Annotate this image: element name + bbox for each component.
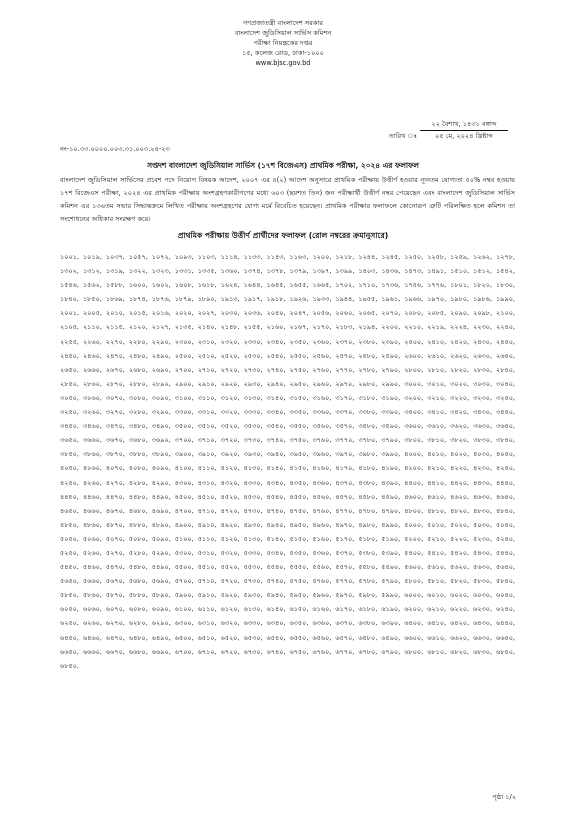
date-gregorian: ০৫ মে, ২০২৪ খ্রিষ্টাব্দ bbox=[435, 132, 493, 140]
govt-name: গণপ্রজাতন্ত্রী বাংলাদেশ সরকার bbox=[242, 19, 324, 27]
results-subtitle: প্রাথমিক পরীক্ষায় উত্তীর্ণ প্রার্থীদের ফলাফল (রোল নম্বরের ক্রমানুসারে) bbox=[177, 231, 389, 240]
page-number: পৃষ্ঠা ১/২ bbox=[492, 793, 516, 801]
letterhead bbox=[0, 18, 566, 68]
notice-title: সপ্তদশ বাংলাদেশ জুডিসিয়াল সার্ভিস (১৭শ বিজেএস) প্রাথমিক পরীক্ষা, ২০২৪ এর ফলাফল bbox=[147, 161, 419, 170]
office-name: পরীক্ষা নিয়ন্ত্রকের দপ্তর bbox=[253, 39, 313, 47]
intro-paragraph: বাংলাদেশ জুডিসিয়াল সার্ভিসের প্রবেশ পদে নিয়োগ বিষয়ক আদেশ, ২০০৭ এর ৪(২) আদেশ অনুসারে প্রাথমিক পরীক্ষায় উত্তীর্ণ হওয়ার ন্যূনতম যোগ্যতা ৫০% নম্বর হওয়ায় ১৭শ বিজেএস পরীক্ষা, ২০২৪ এর প্রাথমিক পরীক্ষায় অংশগ্রহণকারীগণের মধ্যে ৬০৩ (ছয়শত তিন) জন পরীক্ষার্থী উত্তীর্ণ নম্বর পেয়েছেন এবং বাংলাদেশ জুডিসিয়াল সার্ভিস কমিশন এর ১৩৬তম সভার সিদ্ধান্তক্রমে লিখিত পরীক্ষায় অংশগ্রহণের যোগ্য মর্মে বিবেচিত হয়েছেন। প্রাথমিক পরীক্ষার ফলাফলে কোনোরূপ ত্রুটি পরিলক্ষিত হলে কমিশন তা সংশোধনের অধিকার সংরক্ষণ করে। bbox=[60, 176, 515, 224]
roll-number-list: ১০০১, ১০১৯, ১০৩৭, ১০৫৭, ১০৭২, ১০৯৩, ১১০৩, ১১১৪, ১১৩৩, ১১৪৩, ১১৬৩, ১২০০, ১২১৮, ১২৪৪, ১২৪৫, ১২৫০, ১২৫৮, ১২৫৯, ১২৬২, ১২৭৮, ১৩০২, ১৩১২, ১৩১৯, ১৩২২, ১৩২৩, ১৩৩১, ১৩৩৫, ১৩৬০, ১৩৭৪, ১৩৭৮, ১৩৭৯, ১৩৯৭, ১৩৯৯, ১৪০৩, ১৪৩৬, ১৪৭৩, ১৪৯১, ১৫১০, ১৫১২, ১৫৪২, ১৫৪৬, ১৫৬২, ১৫৮৮, ১৬০০, ১৬০২, ১৬০৮, ১৬১৮, ১৬২৪, ১৬৪৪, ১৬৪৫, ১৬৫৫, ১৬৬৫, ১৭০২, ১৭১০, ১৭৩৬, ১৭৫৬, ১৭৭৬, ১৮০১, ১৮২০, ১৮৩০, ১৮৪০, ১৮৫০, ১৮৬৯, ১৮৭৪, ১৮৭৬, ১৮৭৯, ১৮৯০, ১৯১৩, ১৯১৭, ১৯১৮, ১৯২৬, ১৯৩৩, ১৯৪৪, ১৯৫৫, ১৯৬১, ১৯৬৬, ১৯৭০, ১৯৮০, ১৯৮৬, ১৯৯০, ২০০১, ২০০৫, ২০১০, ২০১৫, ২০১৬, ২০২০, ২০২৭, ২০৩০, ২০৩৬, ২০৪০, ২০৪৭, ২০৫৬, ২০৬০, ২০৬৫, ২০৭০, ২০৮০, ২০৮৫, ২০৯০, ২০৯৮, ২১০০, ২১০৫, ২১১০, ২১১৫, ২১২০, ২১২৭, ২১৩৫, ২১৪০, ২১৪৮, ২১৫৫, ২১৬০, ২১৬৭, ২১৭০, ২১৮৩, ২১৯৪, ২২০০, ২২১০, ২২১৯, ২২২৪, ২২৩০, ২২৪০, ২২৫৫, ২২৬০, ২২৭০, ২২৮০, ২২৯০, ২৩০০, ২৩১০, ২৩২০, ২৩৩০, ২৩৪০, ২৩৫০, ২৩৬০, ২৩৭০, ২৩৮০, ২৩৯০, ২৪০০, ২৪১০, ২৪২০, ২৪৩০, ২৪৪০, ২৪৫০, ২৪৬০, ২৪৭০, ২৪৮০, ২৪৯০, ২৫০০, ২৫১০, ২৫২০, ২৫৩০, ২৫৪০, ২৫৫০, ২৫৬০, ২৫৭০, ২৫৮০, ২৫৯০, ২৬০০, ২৬১০, ২৬২০, ২৬৩০, ২৬৪০, ২৬৫০, ২৬৬০, ২৬৭০, ২৬৮০, ২৬৯০, ২৭০০, ২৭১০, ২৭২০, ২৭৩০, ২৭৪০, ২৭৫০, ২৭৬০, ২৭৭০, ২৭৮০, ২৭৯০, ২৮০০, ২৮১০, ২৮২০, ২৮৩০, ২৮৪০, ২৮৫০, ২৮৬০, ২৮৭০, ২৮৮০, ২৮৯০, ২৯০০, ২৯১০, ২৯২০, ২৯৩০, ২৯৪০, ২৯৫০, ২৯৬০, ২৯৭০, ২৯৮০, ২৯৯০, ৩০০০, ৩০১০, ৩০২০, ৩০৩০, ৩০৪০, ৩০৫০, ৩০৬০, ৩০৭০, ৩০৮০, ৩০৯০, ৩১০০, ৩১১০, ৩১২০, ৩১৩০, ৩১৪০, ৩১৫০, ৩১৬০, ৩১৭০, ৩১৮০, ৩১৯০, ৩২০০, ৩২১০, ৩২২০, ৩২৩০, ৩২৪০, ৩২৫০, ৩২৬০, ৩২৭০, ৩২৮০, ৩২৯০, ৩৩০০, ৩৩১০, ৩৩২০, ৩৩৩০, ৩৩৪০, ৩৩৫০, ৩৩৬০, ৩৩৭০, ৩৩৮০, ৩৩৯০, ৩৪০০, ৩৪১০, ৩৪২০, ৩৪৩০, ৩৪৪০, ৩৪৫০, ৩৪৬০, ৩৪৭০, ৩৪৮০, ৩৪৯০, ৩৫০০, ৩৫১০, ৩৫২০, ৩৫৩০, ৩৫৪০, ৩৫৫০, ৩৫৬০, ৩৫৭০, ৩৫৮০, ৩৫৯০, ৩৬০০, ৩৬১০, ৩৬২০, ৩৬৩০, ৩৬৪০, ৩৬৫০, ৩৬৬০, ৩৬৭০, ৩৬৮০, ৩৬৯০, ৩৭০০, ৩৭১০, ৩৭২০, ৩৭৩০, ৩৭৪০, ৩৭৫০, ৩৭৬০, ৩৭৭০, ৩৭৮০, ৩৭৯০, ৩৮০০, ৩৮১০, ৩৮২০, ৩৮৩০, ৩৮৪০, ৩৮৫০, ৩৮৬০, ৩৮৭০, ৩৮৮০, ৩৮৯০, ৩৯০০, ৩৯১০, ৩৯২০, ৩৯৩০, ৩৯৪০, ৩৯৫০, ৩৯৬০, ৩৯৭০, ৩৯৮০, ৩৯৯০, ৪০০০, ৪০১০, ৪০২০, ৪০৩০, ৪০৪০, ৪০৫০, ৪০৬০, ৪০৭০, ৪০৮০, ৪০৯০, ৪১০০, ৪১১০, ৪১২০, ৪১৩০, ৪১৪০, ৪১৫০, ৪১৬০, ৪১৭০, ৪১৮০, ৪১৯০, ৪২০০, ৪২১০, ৪২২০, ৪২৩০, ৪২৪০, ৪২৫০, ৪২৬০, ৪২৭০, ৪২৮০, ৪২৯০, ৪৩০০, ৪৩১০, ৪৩২০, ৪৩৩০, ৪৩৪০, ৪৩৫০, ৪৩৬০, ৪৩৭০, ৪৩৮০, ৪৩৯০, ৪৪০০, ৪৪১০, ৪৪২০, ৪৪৩০, ৪৪৪০, ৪৪৫০, ৪৪৬০, ৪৪৭০, ৪৪৮০, ৪৪৯০, ৪৫০০, ৪৫১০, ৪৫২০, ৪৫৩০, ৪৫৪০, ৪৫৫০, ৪৫৬০, ৪৫৭০, ৪৫৮০, ৪৫৯০, ৪৬০০, ৪৬১০, ৪৬২০, ৪৬৩০, ৪৬৪০, ৪৬৫০, ৪৬৬০, ৪৬৭০, ৪৬৮০, ৪৬৯০, ৪৭০০, ৪৭১০, ৪৭২০, ৪৭৩০, ৪৭৪০, ৪৭৫০, ৪৭৬০, ৪৭৭০, ৪৭৮০, ৪৭৯০, ৪৮০০, ৪৮১০, ৪৮২০, ৪৮৩০, ৪৮৪০, ৪৮৫০, ৪৮৬০, ৪৮৭০, ৪৮৮০, ৪৮৯০, ৪৯০০, ৪৯১০, ৪৯২০, ৪৯৩০, ৪৯৪০, ৪৯৫০, ৪৯৬০, ৪৯৭০, ৪৯৮০, ৪৯৯০, ৫০০০, ৫০১০, ৫০২০, ৫০৩০, ৫০৪০, ৫০৫০, ৫০৬০, ৫০৭০, ৫০৮০, ৫০৯০, ৫১০০, ৫১১০, ৫১২০, ৫১৩০, ৫১৪০, ৫১৫০, ৫১৬০, ৫১৭০, ৫১৮০, ৫১৯০, ৫২০০, ৫২১০, ৫২২০, ৫২৩০, ৫২৪০, ৫২৫০, ৫২৬০, ৫২৭০, ৫২৮০, ৫২৯০, ৫৩০০, ৫৩১০, ৫৩২০, ৫৩৩০, ৫৩৪০, ৫৩৫০, ৫৩৬০, ৫৩৭০, ৫৩৮০, ৫৩৯০, ৫৪০০, ৫৪১০, ৫৪২০, ৫৪৩০, ৫৪৪০, ৫৪৫০, ৫৪৬০, ৫৪৭০, ৫৪৮০, ৫৪৯০, ৫৫০০, ৫৫১০, ৫৫২০, ৫৫৩০, ৫৫৪০, ৫৫৫০, ৫৫৬০, ৫৫৭০, ৫৫৮০, ৫৫৯০, ৫৬০০, ৫৬১০, ৫৬২০, ৫৬৩০, ৫৬৪০, ৫৬৫০, ৫৬৬০, ৫৬৭০, ৫৬৮০, ৫৬৯০, ৫৭০০, ৫৭১০, ৫৭২০, ৫৭৩০, ৫৭৪০, ৫৭৫০, ৫৭৬০, ৫৭৭০, ৫৭৮০, ৫৭৯০, ৫৮০০, ৫৮১০, ৫৮২০, ৫৮৩০, ৫৮৪০, ৫৮৫০, ৫৮৬০, ৫৮৭০, ৫৮৮০, ৫৮৯০, ৫৯০০, ৫৯১০, ৫৯২০, ৫৯৩০, ৫৯৪০, ৫৯৫০, ৫৯৬০, ৫৯৭০, ৫৯৮০, ৫৯৯০, ৬০০০, ৬০১০, ৬০২০, ৬০৩০, ৬০৪০, ৬০৫০, ৬০৬০, ৬০৭০, ৬০৮০, ৬০৯০, ৬১০০, ৬১১০, ৬১২০, ৬১৩০, ৬১৪০, ৬১৫০, ৬১৬০, ৬১৭০, ৬১৮০, ৬১৯০, ৬২০০, ৬২১০, ৬২২০, ৬২৩০, ৬২৪০, ৬২৫০, ৬২৬০, ৬২৭০, ৬২৮০, ৬২৯০, ৬৩০০, ৬৩১০, ৬৩২০, ৬৩৩০, ৬৩৪০, ৬৩৫০, ৬৩৬০, ৬৩৭০, ৬৩৮০, ৬৩৯০, ৬৪০০, ৬৪১০, ৬৪২০, ৬৪৩০, ৬৪৪০, ৬৪৫০, ৬৪৬০, ৬৪৭০, ৬৪৮০, ৬৪৯০, ৬৫০০, ৬৫১০, ৬৫২০, ৬৫৩০, ৬৫৪০, ৬৫৫০, ৬৫৬০, ৬৫৭০, ৬৫৮০, ৬৫৯০, ৬৬০০, ৬৬১০, ৬৬২০, ৬৬৩০, ৬৬৪০, ৬৬৫০, ৬৬৬০, ৬৬৭০, ৬৬৮০, ৬৬৯০, ৬৭০০, ৬৭১০, ৬৭২০, ৬৭৩০, ৬৭৪০, ৬৭৫০, ৬৭৬০, ৬৭৭০, ৬৭৮০, ৬৭৯০, ৬৮০০, ৬৮১০, ৬৮২০, ৬৮৩০, ৬৮৪০, ৬৮৫০, bbox=[60, 253, 515, 670]
memo-number: নং-১০.৩৩.০০০০.০০৩.৩১.০০৩.২৪-২৩ bbox=[60, 145, 170, 153]
website-link[interactable]: www.bjsc.gov.bd bbox=[255, 59, 311, 67]
office-address: ১৫, কলেজ রোড, ঢাকা-১০০০ bbox=[242, 49, 324, 57]
date-label: তারিখ ঃ bbox=[388, 132, 417, 140]
commission-name: বাংলাদেশ জুডিসিয়াল সার্ভিস কমিশন bbox=[234, 29, 332, 37]
date-bangla: ২২ বৈশাখ, ১৪৩১ বঙ্গাব্দ bbox=[420, 119, 508, 131]
date-block bbox=[379, 119, 508, 142]
